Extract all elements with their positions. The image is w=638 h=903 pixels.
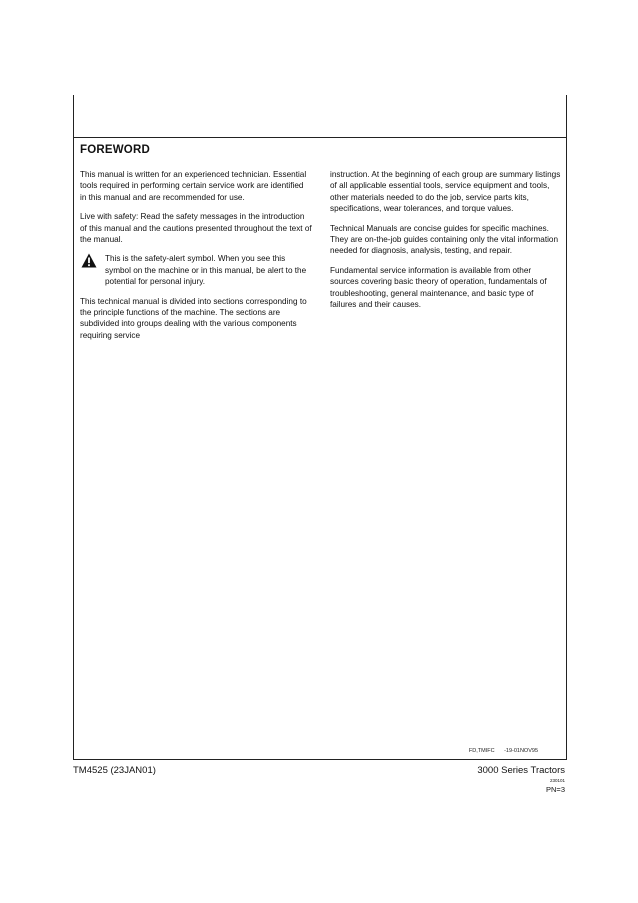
foreword-frame [73, 137, 567, 760]
fundamental-info-paragraph: Fundamental service information is available from other sources covering basic theory of operation, fundamentals of troubleshooting, general maintenance, and basic type of failures and their causes. [330, 265, 547, 310]
page-title: FOREWORD [80, 144, 150, 156]
technical-manuals-paragraph: Technical Manuals are concise guides for specific machines. They are on-the-job guides containing only the vital information needed for diagnosis, analysis, testing, and repair. [330, 223, 559, 256]
right-crop-line [566, 95, 567, 137]
footer-date: 230101 [549, 778, 565, 783]
safety-alert-text: This is the safety-alert symbol. When you see this symbol on the machine or in this manual, be alert to the potential for personal injury. [105, 254, 307, 287]
instruction-paragraph: instruction. At the beginning of each group are summary listings of all applicable essential tools, service equipment and tools, other materials needed to do the job, service parts kits, specifications, wear tolerances, and torque values. [330, 170, 561, 214]
safety-alert-block [80, 253, 312, 287]
right-column [330, 169, 562, 318]
manual-code: TM4525 (23JAN01) [73, 765, 156, 776]
warning-triangle-icon [81, 253, 97, 268]
page-number: PN=3 [546, 785, 565, 794]
sections-paragraph: This technical manual is divided into sections corresponding to the principle functions of the machine. The sections are subdivided into groups dealing with the various components requiring service [80, 296, 307, 340]
frame-identifier: FD,TMIFC -19-01NOV95 [468, 748, 538, 754]
safety-paragraph: Live with safety: Read the safety messages in the introduction of this manual and the cautions presented throughout the text of the manual. [80, 212, 312, 245]
left-crop-line [73, 95, 74, 137]
product-name: 3000 Series Tractors [477, 765, 565, 776]
intro-paragraph: This manual is written for an experienced technician. Essential tools required in performing certain service work are identified in this manual and are recommended for use. [80, 170, 307, 202]
left-column [80, 169, 312, 349]
